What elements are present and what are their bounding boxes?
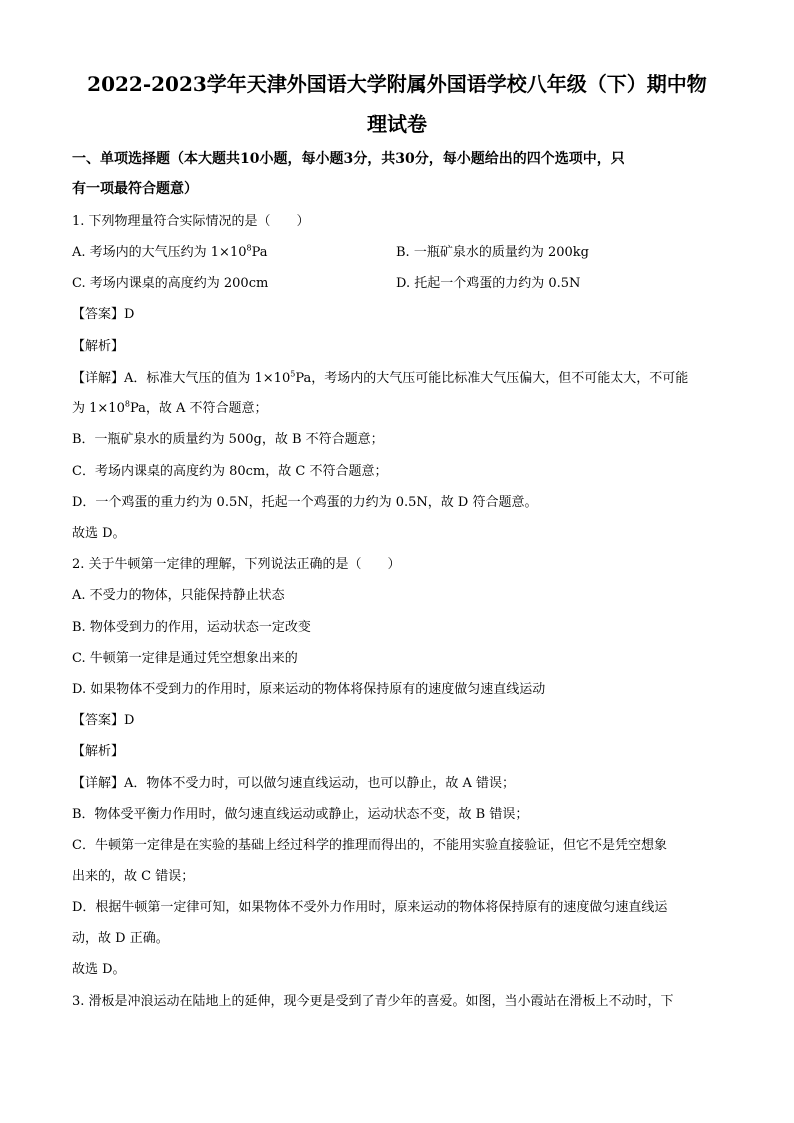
q1-analysis-label: 【解析】: [72, 339, 125, 354]
q2-option-b: B. 物体受到力的作用，运动状态一定改变: [72, 620, 311, 635]
q2-detail-b: B．物体受平衡力作用时，做匀速直线运动或静止，运动状态不变，故 B 错误；: [72, 807, 529, 822]
q1-conclusion: 故选 D。: [72, 526, 126, 541]
q3-stem: 3. 滑板是冲浪运动在陆地上的延伸，现今更是受到了青少年的喜爱。如图，当小霞站在滑板上不动时，下: [72, 994, 674, 1009]
q2-detail-d-line-2: 动，故 D 正确。: [72, 931, 169, 946]
q2-stem: 2. 关于牛顿第一定律的理解，下列说法正确的是（ ）: [72, 557, 401, 572]
q2-detail-d-line-1: D．根据牛顿第一定律可知，如果物体不受外力作用时，原来运动的物体将保持原有的速度做匀速直线运: [72, 900, 668, 915]
q1-detail-b: B．一瓶矿泉水的质量约为 500g，故 B 不符合题意；: [72, 432, 384, 447]
q1-option-d: D. 托起一个鸡蛋的力约为 0.5N: [396, 276, 581, 291]
section-heading-line-2: 有一项最符合题意）: [72, 181, 198, 197]
q2-option-d: D. 如果物体不受到力的作用时，原来运动的物体将保持原有的速度做匀速直线运动: [72, 682, 546, 697]
q1-detail-line-2: 为 $1\times 10^8Pa$，故 A 不符合题意；: [72, 399, 268, 416]
q2-answer: 【答案】D: [72, 713, 135, 728]
q1-detail-c: C．考场内课桌的高度约为 80cm，故 C 不符合题意；: [72, 464, 388, 479]
title-line-1: 2022-2023学年天津外国语大学附属外国语学校八年级（下）期中物: [87, 72, 707, 96]
q1-answer: 【答案】D: [72, 307, 135, 322]
section-heading-line-1: 一、单项选择题（本大题共10小题，每小题3分，共30分，每小题给出的四个选项中，只: [72, 151, 625, 167]
q1-stem: 1. 下列物理量符合实际情况的是（ ）: [72, 214, 310, 229]
q2-analysis-label: 【解析】: [72, 744, 125, 759]
q2-conclusion: 故选 D。: [72, 962, 126, 977]
q2-detail-c-line-2: 出来的，故 C 错误；: [72, 869, 195, 884]
q1-option-c: C. 考场内课桌的高度约为 200cm: [72, 276, 269, 291]
q2-detail-c-line-1: C．牛顿第一定律是在实验的基础上经过科学的推理而得出的，不能用实验直接验证，但它不是凭空想象: [72, 838, 667, 853]
q1-option-a: A. 考场内的大气压约为 $1\times 10^8Pa$: [72, 243, 268, 260]
title-line-2: 理试卷: [367, 112, 427, 136]
q2-option-c: C. 牛顿第一定律是通过凭空想象出来的: [72, 651, 298, 666]
q1-detail-d: D．一个鸡蛋的重力约为 0.5N，托起一个鸡蛋的力约为 0.5N，故 D 符合题意。: [72, 495, 538, 510]
q1-detail-line-1: 【详解】A．标准大气压的值为 $1\times 10^5Pa$，考场内的大气压可能比标准大气压偏大，但不可能太大，不可能: [72, 369, 689, 386]
q2-detail-a: 【详解】A．物体不受力时，可以做匀速直线运动，也可以静止，故 A 错误；: [72, 776, 516, 791]
q2-option-a: A. 不受力的物体，只能保持静止状态: [72, 588, 285, 603]
q1-option-b: B. 一瓶矿泉水的质量约为 200kg: [396, 245, 589, 260]
